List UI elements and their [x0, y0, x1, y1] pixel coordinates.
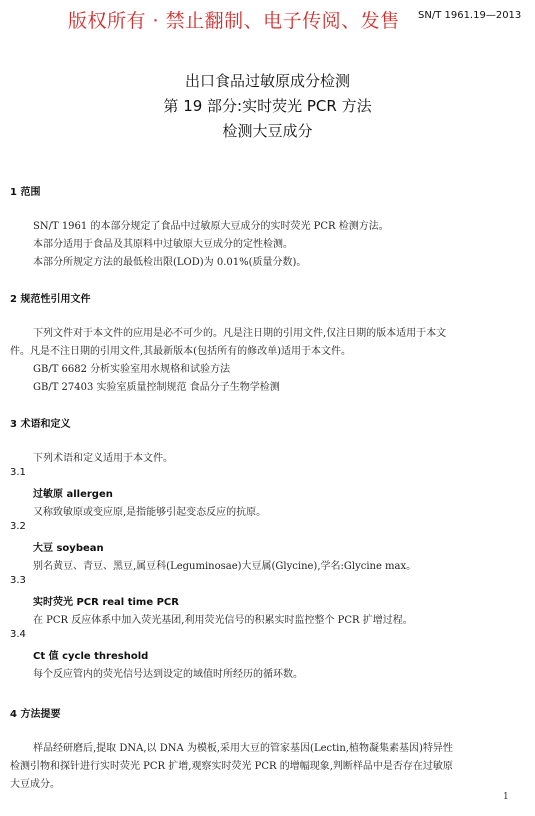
section-3-intro: 下列术语和定义适用于本文件。	[33, 453, 173, 464]
term-3-3-title: 实时荧光 PCR real time PCR	[33, 597, 179, 608]
doc-title-line3: 检测大豆成分	[222, 122, 313, 140]
section-4-heading: 4 方法提要	[10, 709, 61, 720]
section-4-para-line2: 检测引物和探针进行实时荧光 PCR 扩增,观察实时荧光 PCR 的增幅现象,判断样品中是否存在过敏原	[10, 761, 453, 772]
term-3-2-definition: 别名黄豆、青豆、黑豆,属豆科(Leguminosae)大豆属(Glycine),学名:Glycine max。	[33, 561, 417, 572]
section-2-para-line2: 件。凡是不注日期的引用文件,其最新版本(包括所有的修改单)适用于本文件。	[10, 346, 351, 357]
term-3-1-title: 过敏原 allergen	[33, 489, 113, 500]
term-3-3-number: 3.3	[10, 575, 26, 586]
term-3-2-title: 大豆 soybean	[33, 543, 104, 554]
section-1-para-2: 本部分适用于食品及其原料中过敏原大豆成分的定性检测。	[33, 239, 293, 250]
term-3-3-definition: 在 PCR 反应体系中加入荧光基团,利用荧光信号的积累实时监控整个 PCR 扩增过程。	[33, 615, 413, 626]
section-4-para-line1: 样品经研磨后,提取 DNA,以 DNA 为模板,采用大豆的管家基因(Lectin,植物凝集素基因)特异性	[33, 743, 453, 754]
term-3-1-definition: 又称致敏原或变应原,是指能够引起变态反应的抗原。	[33, 507, 267, 518]
doc-title-line1: 出口食品过敏原成分检测	[184, 72, 350, 90]
term-3-4-definition: 每个反应管内的荧光信号达到设定的域值时所经历的循环数。	[33, 669, 303, 680]
doc-title-line2: 第 19 部分:实时荧光 PCR 方法	[163, 97, 372, 115]
section-4-para-line3: 大豆成分。	[10, 779, 60, 790]
section-1-para-3: 本部分所规定方法的最低检出限(LOD)为 0.01%(质量分数)。	[33, 257, 307, 268]
reference-gbt-27403: GB/T 27403 实验室质量控制规范 食品分子生物学检测	[33, 382, 280, 393]
section-3-heading: 3 术语和定义	[10, 419, 71, 430]
term-3-1-number: 3.1	[10, 467, 26, 478]
term-3-2-number: 3.2	[10, 521, 26, 532]
reference-gbt-6682: GB/T 6682 分析实验室用水规格和试验方法	[33, 364, 231, 375]
section-2-para-line1: 下列文件对于本文件的应用是必不可少的。凡是注日期的引用文件,仅注日期的版本适用于本文	[33, 328, 447, 339]
section-1-para-1: SN/T 1961 的本部分规定了食品中过敏原大豆成分的实时荧光 PCR 检测方法。	[33, 221, 389, 232]
term-3-4-title: Ct 值 cycle threshold	[33, 651, 149, 662]
section-1-heading: 1 范围	[10, 187, 41, 198]
term-3-4-number: 3.4	[10, 629, 26, 640]
section-2-heading: 2 规范性引用文件	[10, 294, 91, 305]
copyright-watermark: 版权所有 · 禁止翻制、电子传阅、发售	[68, 10, 400, 32]
standard-number: SN/T 1961.19—2013	[418, 10, 522, 21]
page-number: 1	[503, 792, 509, 802]
